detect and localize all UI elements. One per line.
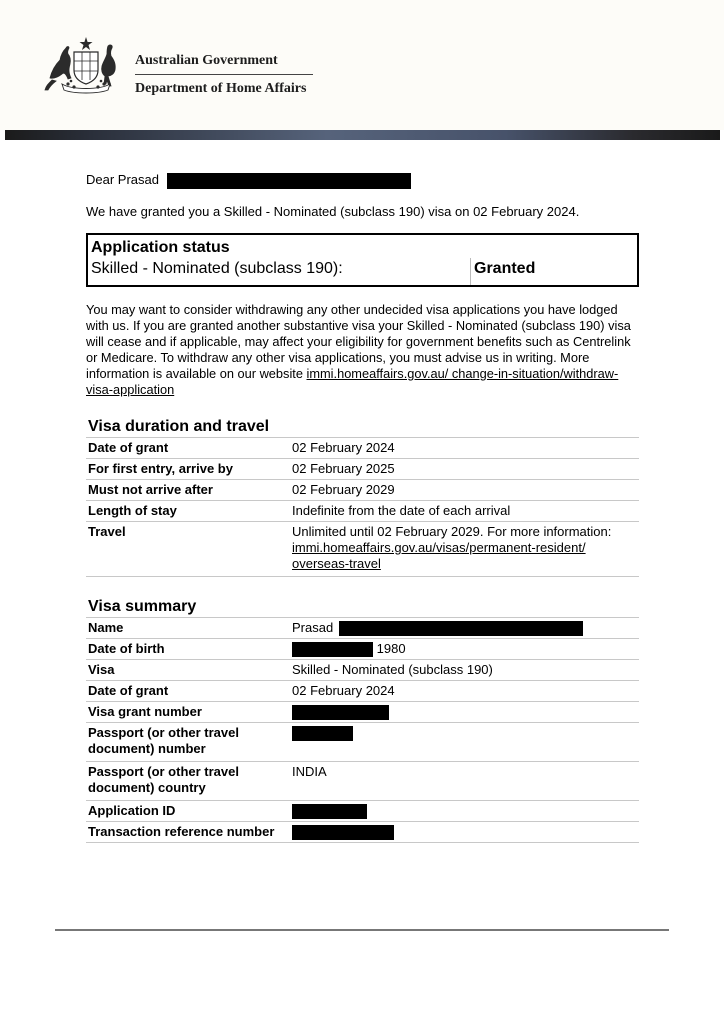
row-value: 02 February 2024 <box>290 681 639 702</box>
duration-section-title: Visa duration and travel <box>88 418 270 435</box>
redacted-transaction-reference <box>292 825 394 840</box>
greeting-text: Dear Prasad <box>86 172 159 187</box>
greeting <box>86 171 639 188</box>
row-value <box>290 723 639 762</box>
withdraw-visa-link[interactable]: immi.homeaffairs.gov.au/ change-in-situation/withdraw-visa-application <box>86 366 619 397</box>
advice-text: You may want to consider withdrawing any other undecided visa applications you have lodged with us. If you are granted another substantive visa your Skilled - Nominated (subclass 190) visa will cease and if applicable, may affect your eligibility for government benefits such as Centrelink or Medicare. To withdraw any other visa applications, you must advise us in writing. More information is available on our website <box>86 302 631 381</box>
row-label: For first entry, arrive by <box>86 459 290 480</box>
row-value: 02 February 2029 <box>290 480 639 501</box>
withdrawal-advice <box>86 302 639 398</box>
duration-table <box>86 437 639 577</box>
status-row <box>88 258 637 285</box>
row-label: Length of stay <box>86 501 290 522</box>
row-label: Visa <box>86 660 290 681</box>
name-value: Prasad <box>292 620 334 635</box>
row-label: Date of grant <box>86 438 290 459</box>
redacted-birth-day-month <box>292 642 373 657</box>
overseas-travel-link[interactable]: immi.homeaffairs.gov.au/visas/permanent-resident/ overseas-travel <box>292 540 586 571</box>
table-row <box>86 459 639 480</box>
table-row <box>86 522 639 577</box>
grant-intro: We have granted you a Skilled - Nominated (subclass 190) visa on 02 February 2024. <box>86 204 580 219</box>
table-row <box>86 762 639 801</box>
australian-coat-of-arms-icon <box>44 34 128 96</box>
row-value <box>290 822 639 843</box>
table-row <box>86 801 639 822</box>
redacted-application-id <box>292 804 367 819</box>
agency-name <box>135 52 313 97</box>
table-row <box>86 618 639 639</box>
status-value: Granted <box>474 260 536 277</box>
table-row <box>86 438 639 459</box>
row-label: Name <box>86 618 290 639</box>
table-row <box>86 723 639 762</box>
row-value: Skilled - Nominated (subclass 190) <box>290 660 639 681</box>
table-row <box>86 822 639 843</box>
row-label: Date of grant <box>86 681 290 702</box>
row-label: Transaction reference number <box>86 822 290 843</box>
row-value <box>290 639 639 660</box>
row-value: 02 February 2024 <box>290 438 639 459</box>
row-label: Visa grant number <box>86 702 290 723</box>
travel-text: Unlimited until 02 February 2029. For more information: <box>292 524 612 539</box>
row-label: Passport (or other travel document) number <box>86 723 290 762</box>
row-value <box>290 522 639 577</box>
row-value <box>290 618 639 639</box>
row-label: Application ID <box>86 801 290 822</box>
table-row <box>86 480 639 501</box>
row-label: Travel <box>86 522 290 577</box>
row-label: Date of birth <box>86 639 290 660</box>
dob-year: 1980 <box>376 641 406 657</box>
letterhead <box>0 0 724 130</box>
row-label: Passport (or other travel document) country <box>86 762 290 801</box>
row-value: Indefinite from the date of each arrival <box>290 501 639 522</box>
redacted-grant-number <box>292 705 389 720</box>
summary-table <box>86 617 639 843</box>
status-label: Skilled - Nominated (subclass 190): <box>88 258 471 285</box>
footer-divider <box>55 929 669 931</box>
redacted-passport-number <box>292 726 353 741</box>
summary-section-title: Visa summary <box>88 598 197 615</box>
redacted-surname <box>167 173 411 189</box>
government-name: Australian Government <box>135 52 313 75</box>
application-status-box <box>86 233 639 287</box>
table-row <box>86 501 639 522</box>
header-divider-bar <box>5 130 720 140</box>
table-row <box>86 702 639 723</box>
department-name: Department of Home Affairs <box>135 81 307 96</box>
status-title: Application status <box>91 239 230 256</box>
row-label: Must not arrive after <box>86 480 290 501</box>
redacted-name <box>339 621 583 636</box>
table-row <box>86 660 639 681</box>
row-value <box>290 801 639 822</box>
row-value <box>290 702 639 723</box>
row-value: INDIA <box>290 762 639 801</box>
row-value: 02 February 2025 <box>290 459 639 480</box>
table-row <box>86 681 639 702</box>
letter-body <box>86 171 639 843</box>
table-row <box>86 639 639 660</box>
